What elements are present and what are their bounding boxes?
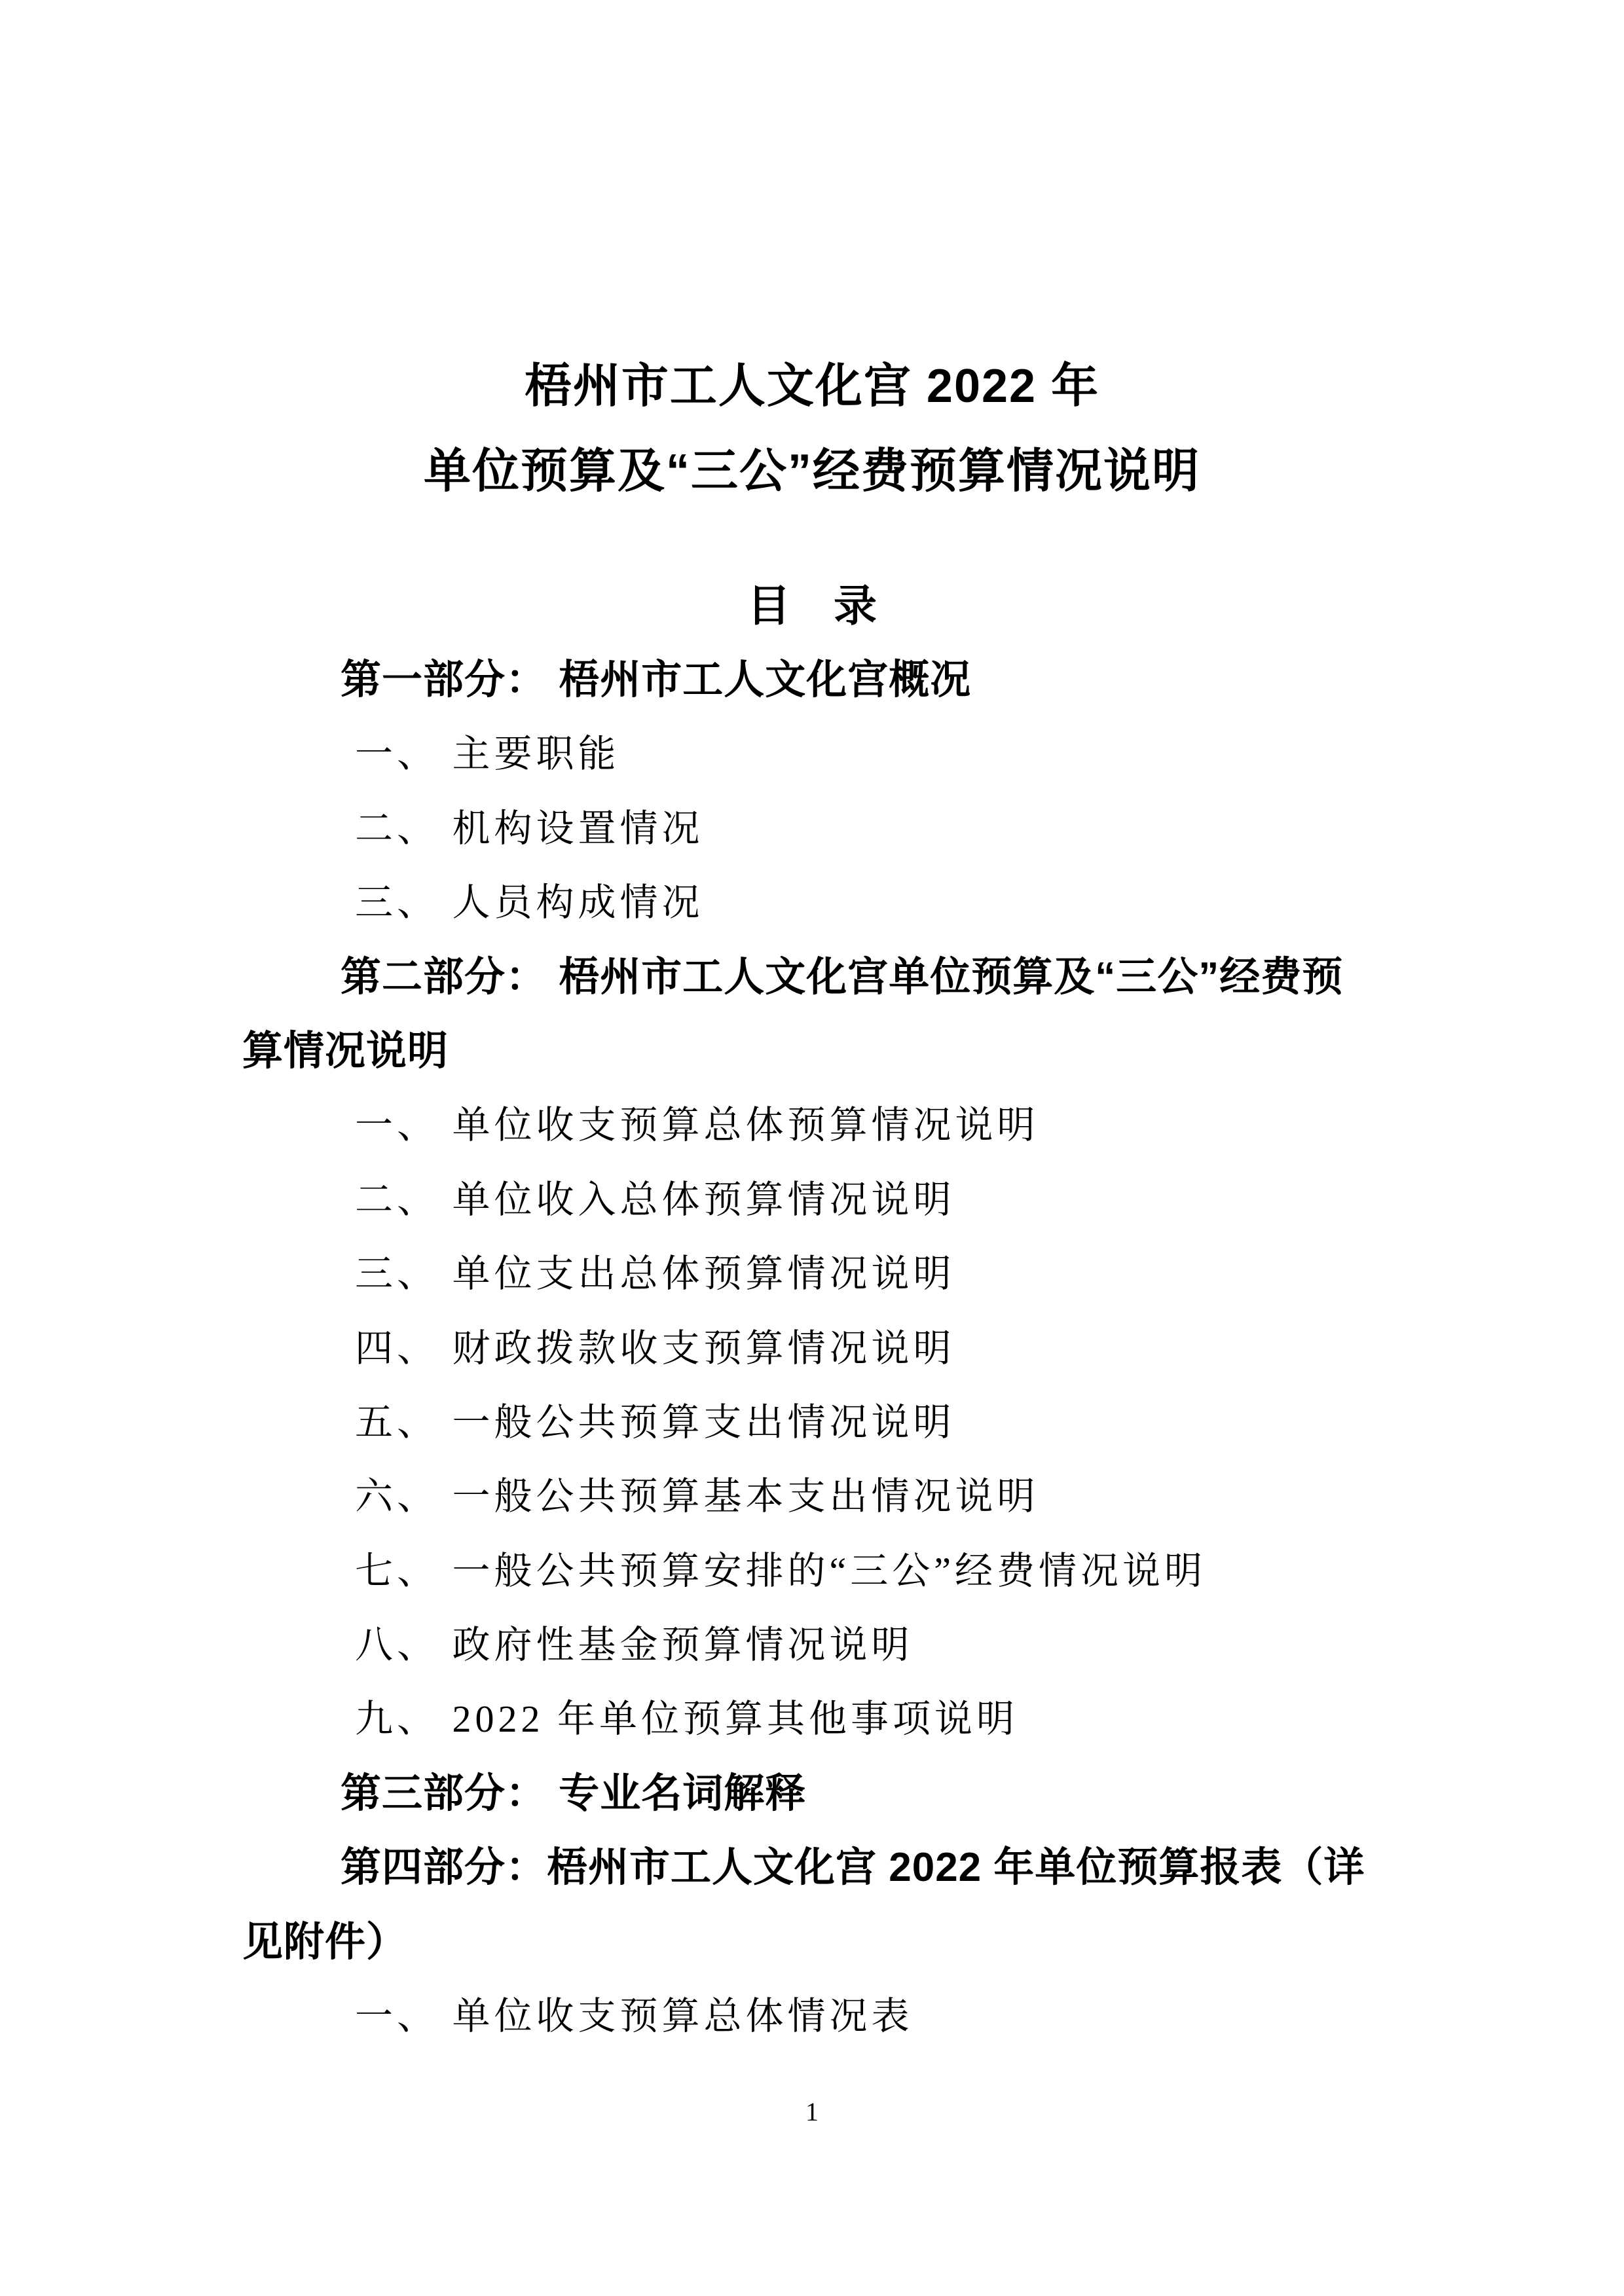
toc-line: 三、 人员构成情况 [355,881,704,924]
toc-line: 一、 单位收支预算总体情况表 [355,1995,913,2038]
document-title-line-2: 单位预算及“三公”经费预算情况说明 [423,445,1200,498]
toc-line: 一、 主要职能 [355,733,620,776]
toc-line: 第一部分： 梧州市工人文化宫概况 [341,657,972,702]
document-title [0,344,1624,514]
document-title-line-1: 梧州市工人文化宫 2022 年 [524,360,1100,412]
toc-line: 九、 2022 年单位预算其他事项说明 [355,1698,1019,1741]
toc-line: 四、 财政拨款收支预算情况说明 [355,1326,955,1370]
toc-line: 二、 机构设置情况 [355,807,704,850]
toc-line: 七、 一般公共预算安排的“三公”经费情况说明 [355,1549,1206,1592]
toc-line: 五、 一般公共预算支出情况说明 [355,1400,955,1444]
toc-line: 第四部分：梧州市工人文化宫 2022 年单位预算报表（详 [341,1845,1365,1891]
toc-heading: 目 录 [747,581,877,630]
toc-list [242,643,1395,2053]
toc-line: 见附件） [242,1919,408,1965]
toc-line: 一、 单位收支预算总体预算情况说明 [355,1104,1039,1147]
toc-line: 算情况说明 [242,1028,449,1074]
toc-line: 三、 单位支出总体预算情况说明 [355,1252,955,1296]
toc-line: 八、 政府性基金预算情况说明 [355,1624,913,1667]
toc-line: 二、 单位收入总体预算情况说明 [355,1178,955,1221]
toc-line: 第二部分： 梧州市工人文化宫单位预算及“三公”经费预 [341,954,1344,1000]
toc-line: 六、 一般公共预算基本支出情况说明 [355,1475,1039,1518]
toc-line: 第三部分： 专业名词解释 [341,1770,807,1816]
page-number: 1 [805,2097,819,2126]
